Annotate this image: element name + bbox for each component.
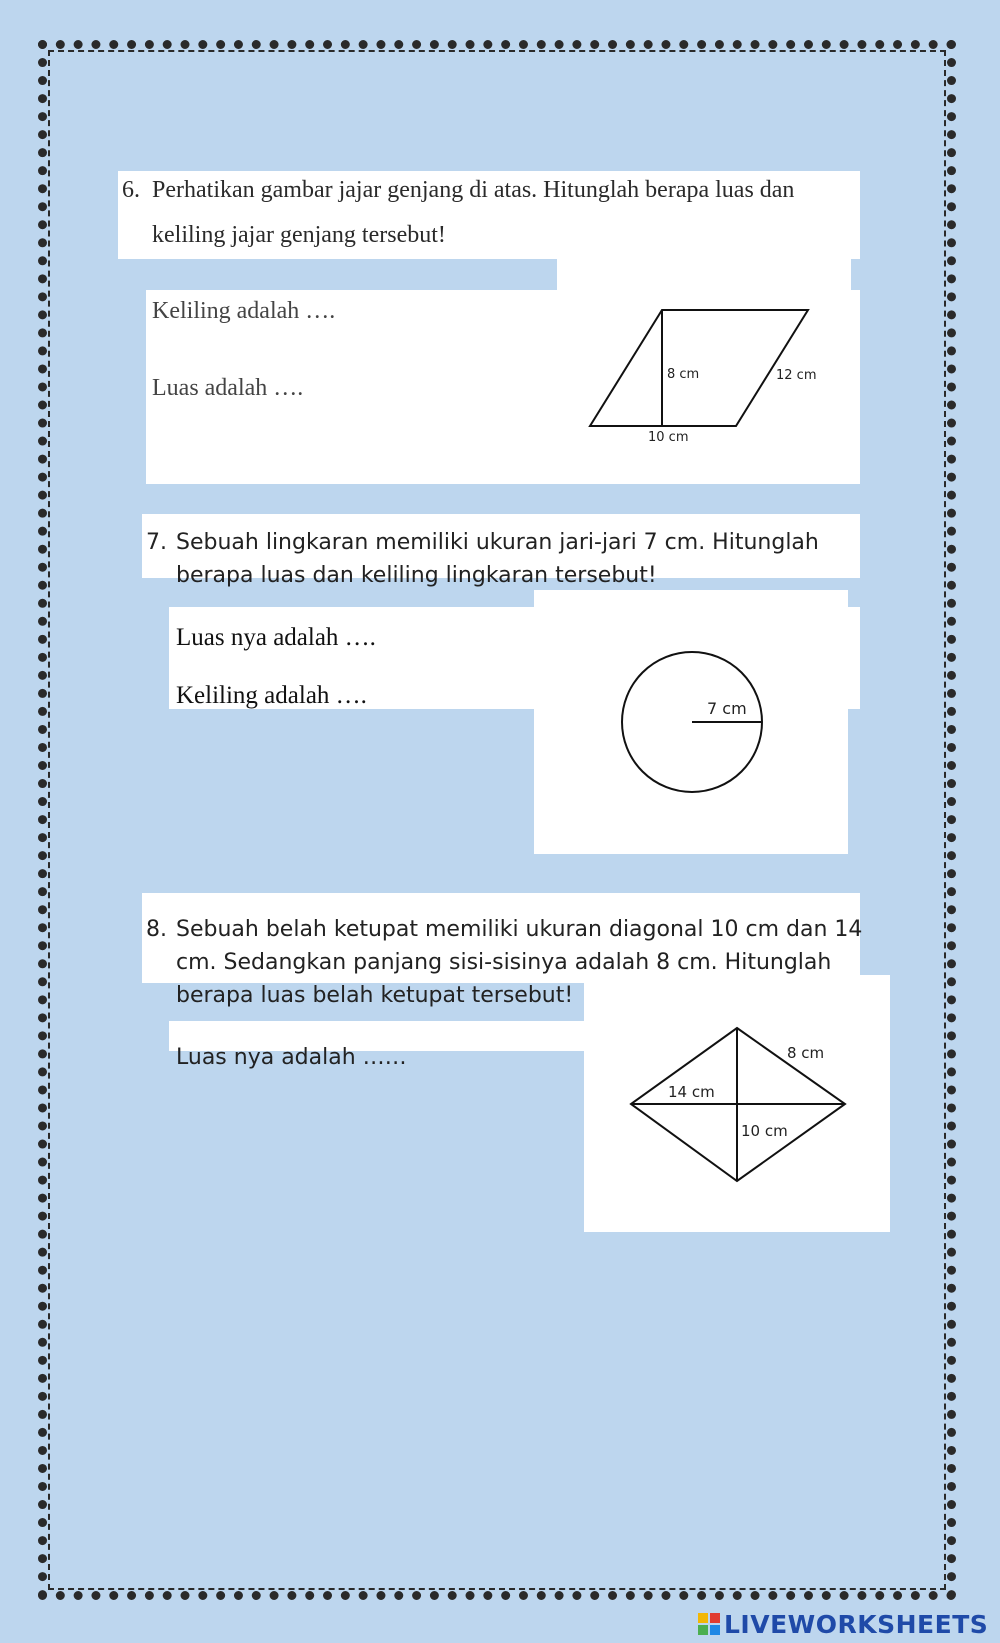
question-7-text-line-1: Sebuah lingkaran memiliki ukuran jari-jari 7 cm. Hitunglah xyxy=(176,530,819,555)
question-6-text-line-1: Perhatikan gambar jajar genjang di atas. Hitunglah berapa luas dan xyxy=(152,177,795,203)
rhombus-figure xyxy=(631,1028,845,1181)
question-6-text-line-2: keliling jajar genjang tersebut! xyxy=(152,222,446,248)
question-8-text-line-2: cm. Sedangkan panjang sisi-sisinya adalah 8 cm. Hitunglah xyxy=(176,950,832,975)
rhombus-diagonal-14-label: 14 cm xyxy=(668,1083,715,1101)
question-6-answer-luas[interactable]: Luas adalah …. xyxy=(152,375,304,401)
question-7-answer-luas[interactable]: Luas nya adalah …. xyxy=(176,624,376,651)
rhombus-diagonal-10-label: 10 cm xyxy=(741,1122,788,1140)
rhombus-side-label: 8 cm xyxy=(787,1044,825,1062)
question-7-number: 7. xyxy=(146,530,167,555)
circle-figure xyxy=(622,652,762,792)
question-8-answer-luas[interactable]: Luas nya adalah …… xyxy=(176,1045,407,1070)
question-6-answer-keliling[interactable]: Keliling adalah …. xyxy=(152,298,336,324)
parallelogram-side-label: 12 cm xyxy=(776,368,817,383)
question-7-answer-keliling[interactable]: Keliling adalah …. xyxy=(176,682,367,709)
liveworksheets-logo-icon xyxy=(698,1613,720,1635)
parallelogram-base-label: 10 cm xyxy=(648,430,689,445)
question-8-number: 8. xyxy=(146,917,167,942)
question-8-text-line-1: Sebuah belah ketupat memiliki ukuran diagonal 10 cm dan 14 xyxy=(176,917,863,942)
question-7-text-line-2: berapa luas dan keliling lingkaran tersebut! xyxy=(176,563,657,588)
liveworksheets-logo-text: LIVEWORKSHEETS xyxy=(724,1609,989,1639)
question-8-text-line-3: berapa luas belah ketupat tersebut! xyxy=(176,983,574,1008)
question-6-number: 6. xyxy=(122,177,140,203)
parallelogram-height-label: 8 cm xyxy=(667,367,700,382)
circle-radius-label: 7 cm xyxy=(707,699,747,718)
liveworksheets-logo[interactable] xyxy=(698,1610,988,1638)
